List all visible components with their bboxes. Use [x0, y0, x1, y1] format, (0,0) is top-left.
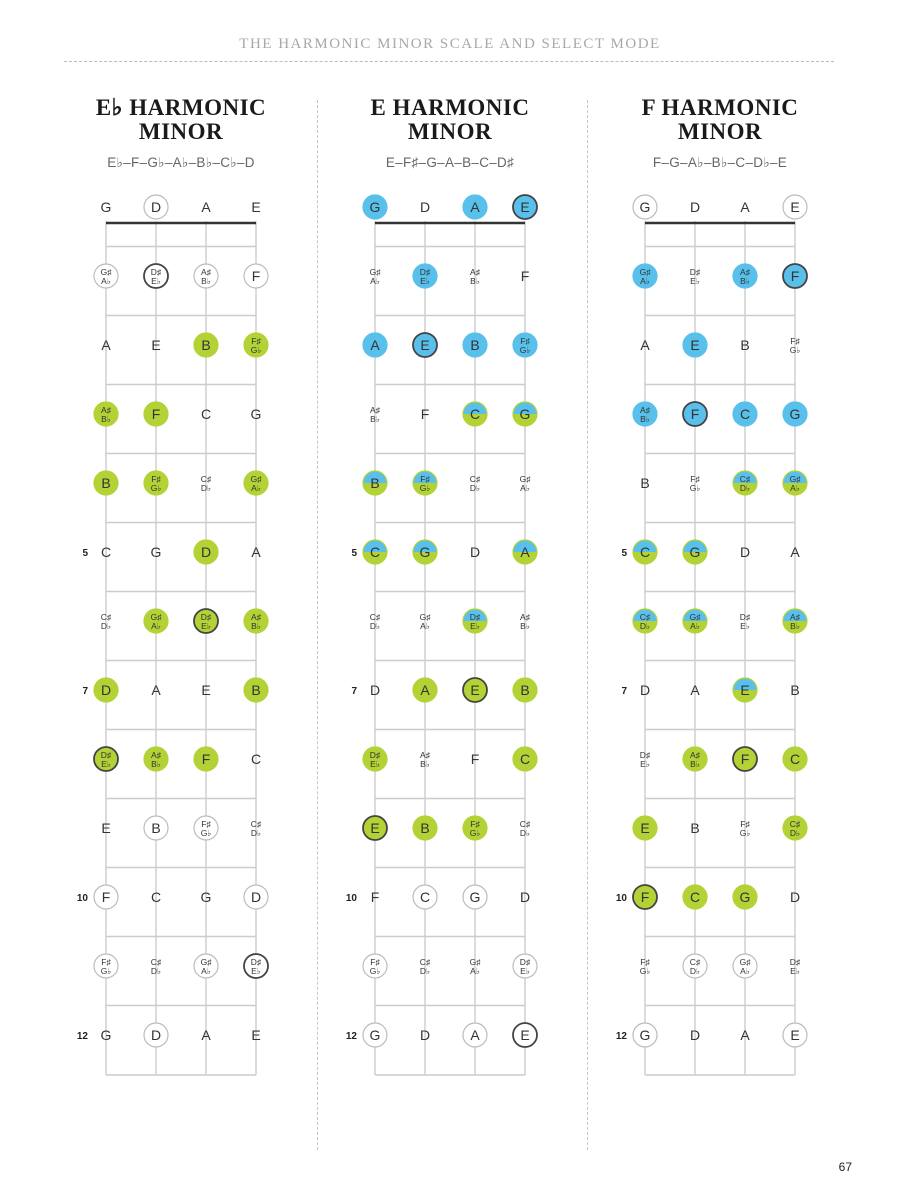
note-marker	[740, 199, 750, 215]
note-label-sharp: A♯	[690, 750, 700, 760]
note-label: D	[689, 1027, 701, 1043]
note-label: G	[369, 199, 381, 215]
note-label: B	[101, 475, 111, 491]
note-label: D	[200, 544, 212, 560]
note-label-sharp: G♯	[250, 474, 262, 484]
note-label: A	[740, 199, 750, 215]
note-marker	[740, 544, 750, 560]
note-marker	[690, 820, 699, 836]
note-label-sharp: A♯	[790, 612, 800, 622]
diagram-title-line2: MINOR	[677, 119, 763, 144]
note-label-flat: G♭	[369, 966, 381, 976]
note-label: B	[201, 337, 211, 353]
note-label: E	[520, 1027, 530, 1043]
note-label-sharp: F♯	[101, 957, 111, 967]
note-marker	[690, 682, 700, 698]
note-label: B	[520, 682, 530, 698]
note-label: C	[639, 544, 651, 560]
note-label-sharp: A♯	[151, 750, 161, 760]
note-label: C	[100, 544, 112, 560]
note-label-sharp: D♯	[789, 957, 801, 967]
note-marker	[783, 1023, 807, 1047]
note-label: A	[201, 1027, 211, 1043]
note-marker	[640, 475, 649, 491]
note-marker	[633, 540, 657, 564]
note-label-sharp: G♯	[369, 267, 381, 277]
note-label-flat: A♭	[520, 483, 530, 493]
note-label-sharp: A♯	[640, 405, 650, 415]
note-label-flat: B♭	[420, 759, 430, 769]
note-label: F	[740, 751, 750, 767]
note-label: C	[689, 889, 701, 905]
note-label: B	[470, 337, 480, 353]
scale-notes: E♭–F–G♭–A♭–B♭–C♭–D	[107, 155, 255, 170]
note-label-sharp: G♯	[689, 612, 701, 622]
diagram-title-line1: F HARMONIC	[641, 95, 799, 120]
note-marker	[683, 540, 707, 564]
note-label-flat: E♭	[740, 621, 750, 631]
note-marker	[690, 474, 701, 493]
note-label-flat: A♭	[201, 966, 211, 976]
page-header-title: THE HARMONIC MINOR SCALE AND SELECT MODE	[239, 36, 661, 52]
note-label-sharp: F♯	[201, 819, 211, 829]
note-label-flat: B♭	[470, 276, 480, 286]
note-label-flat: B♭	[790, 621, 800, 631]
note-marker	[783, 816, 807, 840]
scale-notes: E–F♯–G–A–B–C–D♯	[385, 155, 515, 170]
note-label: F	[470, 751, 480, 767]
note-label-flat: A♭	[151, 621, 161, 631]
note-marker	[633, 609, 657, 633]
note-label: G	[419, 544, 431, 560]
note-label-flat: E♭	[251, 966, 261, 976]
note-marker	[683, 954, 707, 978]
note-label-sharp: G♯	[150, 612, 162, 622]
note-label: D	[419, 199, 431, 215]
note-label-sharp: G♯	[469, 957, 481, 967]
note-label-flat: D♭	[100, 621, 112, 631]
note-label-flat: A♭	[101, 276, 111, 286]
note-label: E	[690, 337, 700, 353]
note-label-flat: E♭	[420, 276, 430, 286]
note-label-flat: G♭	[739, 828, 751, 838]
note-label: G	[150, 544, 162, 560]
note-label-sharp: F♯	[370, 957, 380, 967]
note-label-sharp: C♯	[739, 474, 751, 484]
note-label-sharp: F♯	[790, 336, 800, 346]
note-label-sharp: D♯	[689, 267, 701, 277]
note-label-flat: D♭	[369, 621, 381, 631]
note-marker	[690, 267, 701, 286]
note-label-flat: A♭	[790, 483, 800, 493]
note-label: A	[101, 337, 111, 353]
note-label: E	[640, 820, 650, 836]
note-label-sharp: D♯	[150, 267, 162, 277]
note-label: G	[739, 889, 751, 905]
position-marker-7: 7	[82, 686, 88, 697]
note-label-flat: E♭	[790, 966, 800, 976]
note-label: F	[370, 889, 380, 905]
note-label-sharp: F♯	[520, 336, 530, 346]
note-marker	[633, 195, 657, 219]
note-label-flat: G♭	[200, 828, 212, 838]
note-label-sharp: G♯	[100, 267, 112, 277]
note-label-flat: A♭	[420, 621, 430, 631]
note-label: D	[250, 889, 262, 905]
note-label: F	[151, 406, 161, 422]
note-label-sharp: F♯	[640, 957, 650, 967]
note-label: D	[419, 1027, 431, 1043]
note-marker	[640, 337, 650, 353]
note-label-flat: G♭	[689, 483, 701, 493]
note-label: F	[101, 889, 111, 905]
note-label-sharp: C♯	[639, 612, 651, 622]
note-label-flat: E♭	[151, 276, 161, 286]
note-label: D	[469, 544, 481, 560]
note-label-sharp: D♯	[200, 612, 212, 622]
note-label-flat: B♭	[740, 276, 750, 286]
diagram-title-line2: MINOR	[407, 119, 493, 144]
note-label-flat: G♭	[789, 345, 801, 355]
note-marker	[783, 264, 807, 288]
note-marker	[740, 819, 751, 838]
note-label: E	[251, 1027, 261, 1043]
note-label-sharp: A♯	[370, 405, 380, 415]
note-label-flat: D♭	[639, 621, 651, 631]
note-label: G	[689, 544, 701, 560]
note-label-flat: E♭	[640, 759, 650, 769]
position-marker-7: 7	[351, 686, 357, 697]
note-label: F	[251, 268, 261, 284]
note-label: G	[789, 406, 801, 422]
note-label-sharp: F♯	[420, 474, 430, 484]
note-label-flat: D♭	[689, 966, 701, 976]
note-label-sharp: D♯	[369, 750, 381, 760]
note-marker	[783, 471, 807, 495]
note-label-flat: E♭	[370, 759, 380, 769]
note-label: E	[251, 199, 261, 215]
note-marker	[633, 885, 657, 909]
note-label: F	[690, 406, 700, 422]
note-marker	[783, 747, 807, 771]
note-marker	[733, 678, 757, 702]
note-label-flat: D♭	[200, 483, 212, 493]
note-label: B	[420, 820, 430, 836]
note-label: E	[420, 337, 430, 353]
note-label-flat: G♭	[250, 345, 262, 355]
note-label-flat: E♭	[470, 621, 480, 631]
note-label-sharp: G♯	[739, 957, 751, 967]
diagram-title-line1: E HARMONIC	[370, 95, 530, 120]
note-label-flat: D♭	[250, 828, 262, 838]
note-label: C	[369, 544, 381, 560]
note-marker	[783, 609, 807, 633]
note-label: G	[100, 1027, 112, 1043]
note-label: D	[519, 889, 531, 905]
note-label: A	[251, 544, 261, 560]
note-label-sharp: G♯	[639, 267, 651, 277]
note-label-sharp: A♯	[520, 612, 530, 622]
note-label: D	[739, 544, 751, 560]
note-label-sharp: D♯	[100, 750, 112, 760]
note-label-sharp: D♯	[250, 957, 262, 967]
note-label: C	[250, 751, 262, 767]
note-label-sharp: F♯	[151, 474, 161, 484]
note-label: C	[789, 751, 801, 767]
note-label-sharp: C♯	[789, 819, 801, 829]
note-label-sharp: F♯	[251, 336, 261, 346]
note-label: D	[789, 889, 801, 905]
note-label: E	[101, 820, 111, 836]
note-marker	[740, 1027, 750, 1043]
note-label-sharp: F♯	[740, 819, 750, 829]
note-label-flat: D♭	[739, 483, 751, 493]
position-marker-5: 5	[621, 548, 627, 559]
note-marker	[683, 609, 707, 633]
note-marker	[790, 889, 800, 905]
note-label-flat: G♭	[419, 483, 431, 493]
note-label-flat: B♭	[201, 276, 211, 286]
note-label: D	[689, 199, 701, 215]
note-label-flat: G♭	[639, 966, 651, 976]
note-marker	[690, 1027, 700, 1043]
note-label-flat: B♭	[370, 414, 380, 424]
note-marker	[783, 195, 807, 219]
note-label: G	[519, 406, 531, 422]
note-label-flat: G♭	[150, 483, 162, 493]
note-label-sharp: D♯	[469, 612, 481, 622]
note-label-sharp: A♯	[201, 267, 211, 277]
note-label-sharp: F♯	[690, 474, 700, 484]
note-label-sharp: D♯	[639, 750, 651, 760]
note-label: G	[100, 199, 112, 215]
note-marker	[633, 1023, 657, 1047]
note-label-flat: B♭	[101, 414, 111, 424]
note-label: E	[201, 682, 211, 698]
note-marker	[733, 747, 757, 771]
note-label-sharp: G♯	[200, 957, 212, 967]
note-label: E	[370, 820, 380, 836]
note-marker	[740, 337, 749, 353]
note-label: C	[150, 889, 162, 905]
note-label: C	[739, 406, 751, 422]
note-label: G	[250, 406, 262, 422]
note-label-flat: D♭	[469, 483, 481, 493]
note-label: F	[201, 751, 211, 767]
note-label-flat: A♭	[690, 621, 700, 631]
note-marker	[690, 199, 700, 215]
note-label: D	[100, 682, 112, 698]
note-label-flat: A♭	[640, 276, 650, 286]
note-label: A	[640, 337, 650, 353]
position-marker-10: 10	[615, 893, 627, 904]
position-marker-10: 10	[76, 893, 88, 904]
note-marker	[790, 336, 801, 355]
note-label-sharp: D♯	[519, 957, 531, 967]
note-label-sharp: F♯	[470, 819, 480, 829]
note-marker	[633, 402, 657, 426]
note-label: A	[151, 682, 161, 698]
diagram-title-line2: MINOR	[138, 119, 224, 144]
note-marker	[733, 402, 757, 426]
note-label-flat: A♭	[470, 966, 480, 976]
position-marker-5: 5	[82, 548, 88, 559]
note-label: E	[151, 337, 161, 353]
note-label-flat: B♭	[520, 621, 530, 631]
note-label: B	[640, 475, 650, 491]
note-label: A	[470, 199, 480, 215]
position-marker-12: 12	[76, 1031, 88, 1042]
note-label-flat: D♭	[789, 828, 801, 838]
note-label: A	[520, 544, 530, 560]
note-label: B	[690, 820, 700, 836]
note-label: D	[639, 682, 651, 698]
note-marker	[683, 333, 707, 357]
note-label: G	[639, 199, 651, 215]
note-label: G	[369, 1027, 381, 1043]
note-label-sharp: C♯	[100, 612, 112, 622]
note-label: E	[470, 682, 480, 698]
note-marker	[640, 957, 651, 976]
note-label-flat: G♭	[519, 345, 531, 355]
note-label-flat: A♭	[370, 276, 380, 286]
note-label: E	[520, 199, 530, 215]
note-label: E	[790, 1027, 800, 1043]
note-marker	[790, 957, 801, 976]
note-label: F	[520, 268, 530, 284]
note-label-sharp: C♯	[200, 474, 212, 484]
note-label: F	[790, 268, 800, 284]
note-label-sharp: D♯	[739, 612, 751, 622]
note-label-sharp: C♯	[519, 819, 531, 829]
note-label: D	[150, 1027, 162, 1043]
note-label-sharp: C♯	[369, 612, 381, 622]
note-label: C	[419, 889, 431, 905]
note-label-sharp: G♯	[789, 474, 801, 484]
note-label: B	[251, 682, 261, 698]
note-label: G	[200, 889, 212, 905]
note-label: B	[370, 475, 380, 491]
note-label-sharp: C♯	[150, 957, 162, 967]
note-label-flat: E♭	[201, 621, 211, 631]
note-label-flat: B♭	[690, 759, 700, 769]
note-marker	[633, 816, 657, 840]
position-marker-5: 5	[351, 548, 357, 559]
note-label: D	[369, 682, 381, 698]
note-label: A	[790, 544, 800, 560]
note-label: A	[201, 199, 211, 215]
note-label-flat: B♭	[151, 759, 161, 769]
note-marker	[633, 264, 657, 288]
note-marker	[733, 885, 757, 909]
note-label: G	[469, 889, 481, 905]
note-label: A	[690, 682, 700, 698]
note-label: B	[151, 820, 161, 836]
note-label-sharp: C♯	[469, 474, 481, 484]
note-label-sharp: D♯	[419, 267, 431, 277]
note-marker	[733, 471, 757, 495]
note-marker	[790, 544, 800, 560]
note-label-sharp: G♯	[419, 612, 431, 622]
note-label: E	[790, 199, 800, 215]
position-marker-12: 12	[345, 1031, 357, 1042]
page-number: 67	[838, 1160, 852, 1174]
position-marker-10: 10	[345, 893, 357, 904]
note-marker	[790, 682, 799, 698]
note-label: G	[639, 1027, 651, 1043]
note-label-flat: G♭	[100, 966, 112, 976]
note-label-flat: D♭	[419, 966, 431, 976]
note-label: B	[740, 337, 750, 353]
note-marker	[740, 612, 751, 631]
note-label: C	[200, 406, 212, 422]
note-marker	[733, 954, 757, 978]
note-label-sharp: A♯	[101, 405, 111, 415]
position-marker-7: 7	[621, 686, 627, 697]
diagram-title-line1: E♭ HARMONIC	[95, 95, 267, 120]
note-label-sharp: A♯	[420, 750, 430, 760]
note-label: A	[370, 337, 380, 353]
note-label-sharp: C♯	[689, 957, 701, 967]
note-label: A	[740, 1027, 750, 1043]
note-label-flat: B♭	[640, 414, 650, 424]
note-marker	[640, 682, 650, 698]
note-label: E	[740, 682, 750, 698]
note-label-sharp: A♯	[251, 612, 261, 622]
note-label-flat: D♭	[150, 966, 162, 976]
note-label-flat: A♭	[740, 966, 750, 976]
note-label-flat: A♭	[251, 483, 261, 493]
note-marker	[733, 264, 757, 288]
note-label-sharp: G♯	[519, 474, 531, 484]
scale-notes: F–G–A♭–B♭–C–D♭–E	[652, 155, 788, 170]
note-marker	[683, 747, 707, 771]
note-marker	[783, 402, 807, 426]
note-label-flat: D♭	[519, 828, 531, 838]
note-label-sharp: A♯	[470, 267, 480, 277]
note-label-flat: B♭	[251, 621, 261, 631]
note-label-flat: G♭	[469, 828, 481, 838]
note-marker	[683, 885, 707, 909]
note-marker	[640, 750, 651, 769]
note-label-sharp: C♯	[419, 957, 431, 967]
note-label-sharp: C♯	[250, 819, 262, 829]
note-label-flat: E♭	[520, 966, 530, 976]
note-label: C	[469, 406, 481, 422]
note-label: D	[150, 199, 162, 215]
note-label-flat: E♭	[101, 759, 111, 769]
note-label-sharp: A♯	[740, 267, 750, 277]
note-label: A	[420, 682, 430, 698]
note-label: B	[790, 682, 800, 698]
note-label: A	[470, 1027, 480, 1043]
note-label-flat: E♭	[690, 276, 700, 286]
note-label: C	[519, 751, 531, 767]
note-label: F	[420, 406, 430, 422]
note-label: F	[640, 889, 650, 905]
position-marker-12: 12	[615, 1031, 627, 1042]
note-marker	[683, 402, 707, 426]
